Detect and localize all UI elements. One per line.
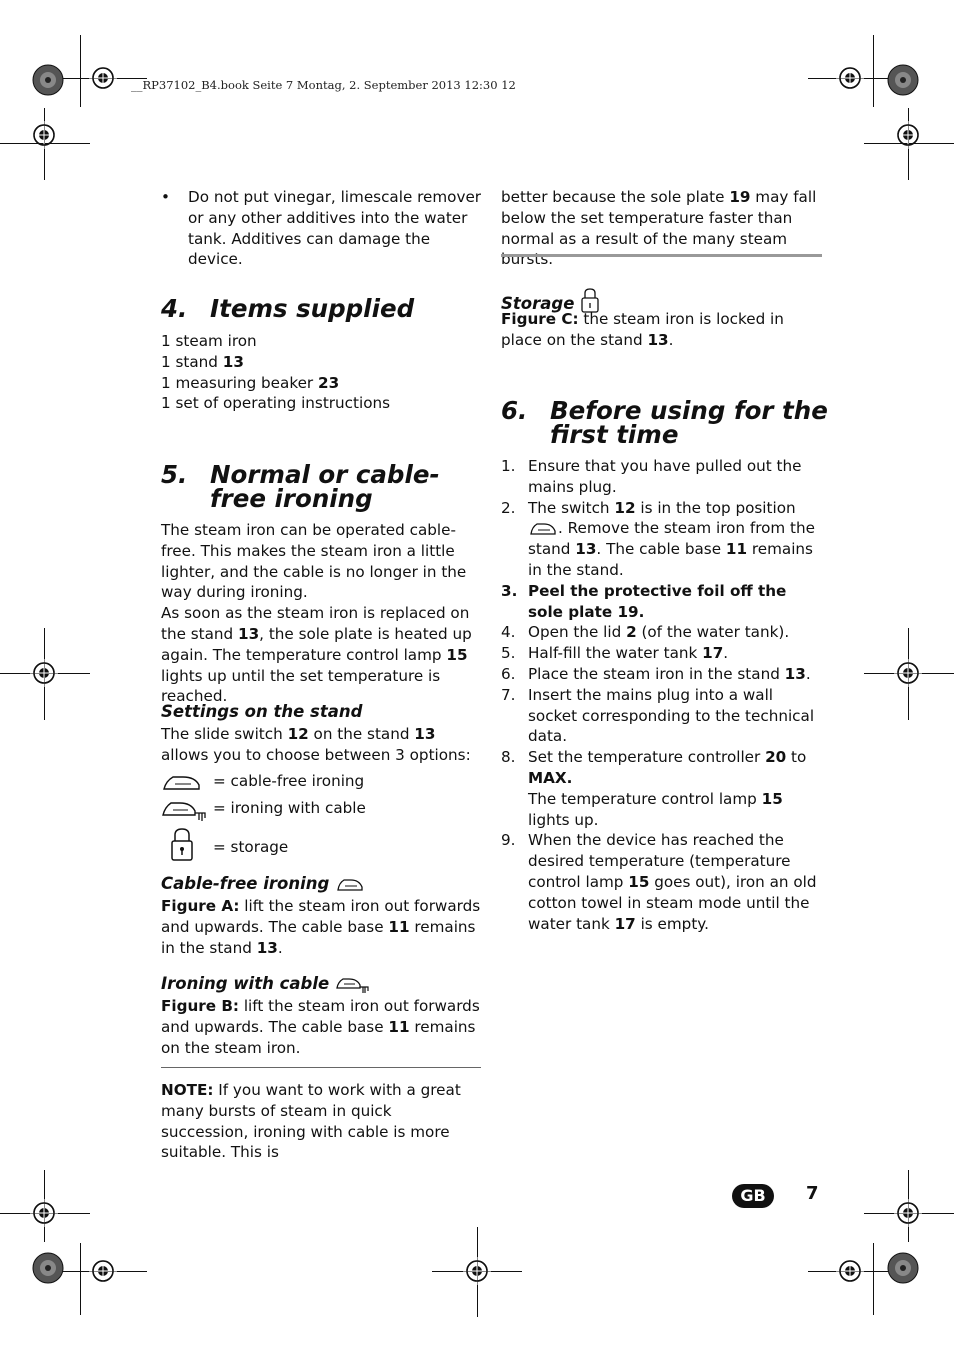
step-number: 1. <box>501 457 516 475</box>
section-4-heading: 4. Items supplied <box>161 294 415 323</box>
cable-free-body: Figure A: lift the steam iron out forwards and upwards. The cable base 11 remains in the stand 13. <box>161 897 481 957</box>
note-divider <box>161 1067 481 1068</box>
left-column: • Do not put vinegar, limescale remover or any other additives into the water tank. Additives can damage the device. 4. Items supplied 1 steam iron 1 stand 13 1 measuring beaker 23 1 set of operating instructions 5. Normal or cable-free ironing The steam iron can be operated cable-free. This makes the steam iron a little lighter, and the cable is no longer in the way during ironing. As soon as the steam iron is replaced on the stand 13, the sole plate is heated up again. The temperature control lamp 15 lights up until the set temperature is reached. Settings on the stand The slide switch 12 on the stand 13 allows you to choose between 3 options: = cable-free ironing = ironing with cable = storage Cable-free ironing Figure A: lift the steam iron out forwards and upwards. The cable base 11 remains in the stand 13. Ironing with cable Figure B: lift the steam iron out forwards and upwards. The cable base 11 remains on the steam iron. NOTE: If you want to work with a great many bursts of steam in quick succession, ironing with cable is more suitable. This is <box>161 0 483 1351</box>
list-item: 1 measuring beaker 23 <box>161 373 340 392</box>
step-number: 7. <box>501 685 516 704</box>
right-column <box>501 0 828 1351</box>
steps-list <box>501 456 823 934</box>
step-item: 8. Set the temperature controller 20 to MAX. The temperature control lamp 15 lights up. <box>501 748 807 829</box>
step-item: 1. Ensure that you have pulled out the mains plug. <box>501 457 802 496</box>
step-number: 9. <box>501 831 516 850</box>
note-continued: better because the sole plate 19 may fall below the set temperature faster than normal as a result of the many steam bursts. <box>501 188 817 269</box>
iron-with-cable-icon <box>161 800 209 822</box>
iron-with-cable-icon <box>335 976 371 994</box>
settings-body: The slide switch 12 on the stand 13 allows you to choose between 3 options: <box>161 725 471 764</box>
with-cable-body: Figure B: lift the steam iron out forwards and upwards. The cable base 11 remains on the steam iron. <box>161 997 480 1057</box>
list-item: 1 stand 13 <box>161 352 244 371</box>
list-item: 1 set of operating instructions <box>161 394 391 413</box>
step-number: 2. <box>501 498 516 517</box>
lock-icon <box>169 827 195 863</box>
storage-heading: Storage <box>501 287 600 314</box>
step-item: 2. The switch 12 is in the top position . Remove the steam iron from the stand 13. The cable base 11 remains in the stand. <box>501 498 815 579</box>
language-badge: GB <box>732 1184 774 1208</box>
step-item: 6. Place the steam iron in the stand 13. <box>501 664 811 683</box>
paragraph: As soon as the steam iron is replaced on the stand 13, the sole plate is heated up again. The temperature control lamp 15 lights up until the set temperature is reached. <box>161 604 472 706</box>
cable-free-heading: Cable-free ironing <box>161 874 365 894</box>
bullet-item: • Do not put vinegar, limescale remover or any other additives into the water tank. Additives can damage the device. <box>161 188 482 269</box>
cable-free-iron-icon <box>161 773 203 793</box>
with-cable-heading: Ironing with cable <box>161 974 371 994</box>
step-item: 4. Open the lid 2 (of the water tank). <box>501 623 790 642</box>
section-5-heading: 5. Normal or cable-free ironing <box>161 460 440 513</box>
step-number: 4. <box>501 623 516 642</box>
page-number: 7 <box>806 1183 819 1204</box>
note-end-divider <box>501 254 822 257</box>
list-item: 1 steam iron <box>161 332 257 350</box>
step-item: 7. Insert the mains plug into a wall socket corresponding to the technical data. <box>501 685 815 746</box>
step-item: 9. When the device has reached the desired temperature (temperature control lamp 15 goes out), iron an old cotton towel in steam mode until the water tank 17 is empty. <box>501 831 817 933</box>
step-number: 5. <box>501 644 516 663</box>
note: NOTE: If you want to work with a great many bursts of steam in quick succession, ironing with cable is more suitable. This is <box>161 1081 461 1162</box>
section-6-heading: 6. Before using for the first time <box>501 396 828 449</box>
print-slug: __RP37102_B4.book Seite 7 Montag, 2. September 2013 12:30 12 <box>131 78 516 92</box>
section-5-body <box>161 520 483 707</box>
settings-heading: Settings on the stand <box>161 702 363 721</box>
step-number: 6. <box>501 664 516 683</box>
step-item: 5. Half-fill the water tank 17. <box>501 644 729 663</box>
step-number: 8. <box>501 748 516 767</box>
storage-body: Figure C: the steam iron is locked in place on the stand 13. <box>501 310 784 349</box>
items-list <box>161 331 483 414</box>
step-item: 3. Peel the protective foil off the sole plate 19. <box>501 581 787 621</box>
cable-free-iron-icon <box>528 521 558 537</box>
cable-free-iron-icon <box>335 877 365 893</box>
step-number: 3. <box>501 581 518 600</box>
paragraph: The steam iron can be operated cable-free. This makes the steam iron a little lighter, and the cable is no longer in the way during ironing. <box>161 521 467 602</box>
